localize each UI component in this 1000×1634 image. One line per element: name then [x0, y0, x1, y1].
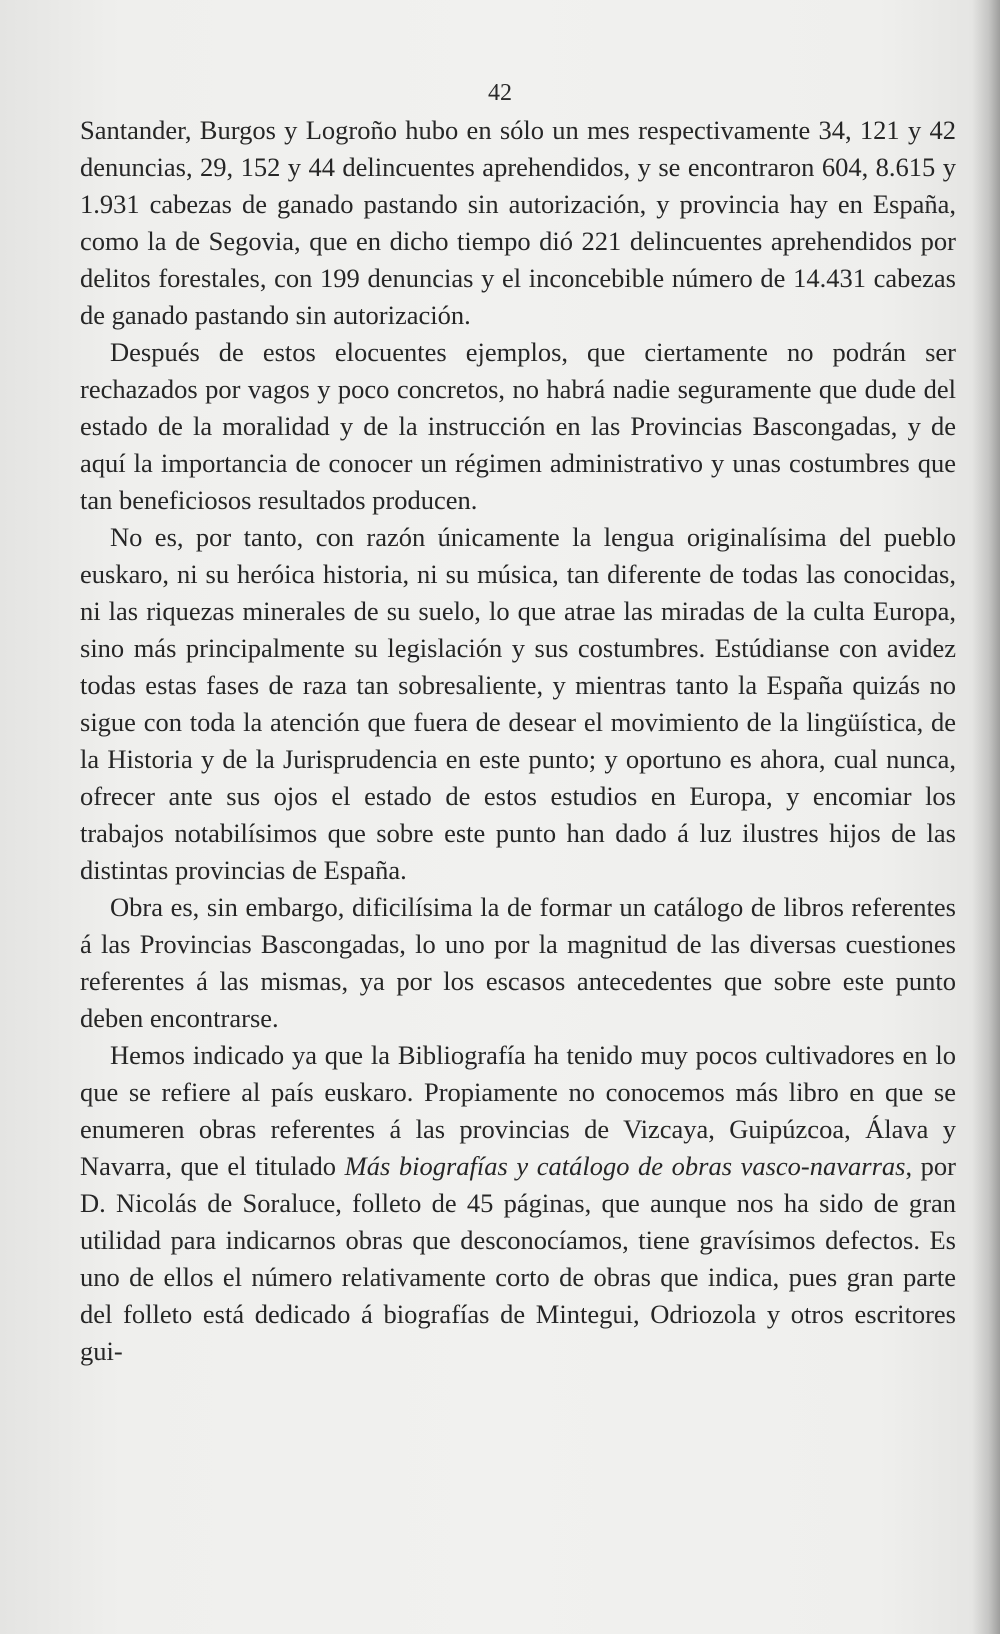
page-number: 42: [488, 80, 512, 106]
paragraph-text: , por D. Nicolás de Soraluce, folleto de 45 páginas, que aunque nos ha sido de gran utilidad para indicarnos obras que desconocíamos, tiene gravísimos defectos. Es uno de ellos el número relativamente corto de obras que indica, pues gran parte del folleto está dedicado á biografías de Mintegui, Odriozola y otros escritores gui-: [80, 1151, 956, 1366]
paragraph: No es, por tanto, con razón únicamente la lengua originalísima del pueblo euskaro, ni su heróica historia, ni su música, tan diferente de todas las conocidas, ni las riquezas minerales de su suelo, lo que atrae las miradas de la culta Europa, sino más principalmente su legislación y sus costumbres. Estúdianse con avidez todas estas fases de raza tan sobresaliente, y mientras tanto la España quizás no sigue con toda la atención que fuera de desear el movimiento de la lingüística, de la Historia y de la Jurisprudencia en este punto; y oportuno es ahora, cual nunca, ofrecer ante sus ojos el estado de estos estudios en Europa, y encomiar los trabajos notabilísimos que sobre este punto han dado á luz ilustres hijos de las distintas provincias de España.: [80, 522, 956, 885]
body-text: [80, 112, 956, 1370]
book-title-italic: Más biografías y catálogo de obras vasco-navarras: [344, 1151, 906, 1181]
paragraph-text: Hemos indicado ya que la Bibliografía ha tenido muy pocos cultivadores en lo que se refiere al país euskaro. Propiamente no conocemos más libro en que se enumeren obras referentes á las provincias de Vizcaya, Guipúzcoa, Álava y Navarra, que el titulado: [80, 1040, 956, 1181]
paragraph: Después de estos elocuentes ejemplos, que ciertamente no podrán ser rechazados por vagos y poco concretos, no habrá nadie seguramente que dude del estado de la moralidad y de la instrucción en las Provincias Bascongadas, y de aquí la importancia de conocer un régimen administrativo y unas costumbres que tan beneficiosos resultados producen.: [80, 337, 956, 515]
page-edge-shadow: [972, 0, 1000, 1634]
paragraph: [80, 1037, 956, 1370]
paragraph: Santander, Burgos y Logroño hubo en sólo un mes respectivamente 34, 121 y 42 denuncias, 29, 152 y 44 delincuentes aprehendidos, y se encontraron 604, 8.615 y 1.931 cabezas de ganado pastando sin autorización, y provincia hay en España, como la de Segovia, que en dicho tiempo dió 221 delincuentes aprehendidos por delitos forestales, con 199 denuncias y el inconcebible número de 14.431 cabezas de ganado pastando sin autorización.: [80, 115, 956, 330]
paragraph: Obra es, sin embargo, dificilísima la de formar un catálogo de libros referentes á las Provincias Bascongadas, lo uno por la magnitud de las diversas cuestiones referentes á las mismas, ya por los escasos antecedentes que sobre este punto deben encontrarse.: [80, 892, 956, 1033]
